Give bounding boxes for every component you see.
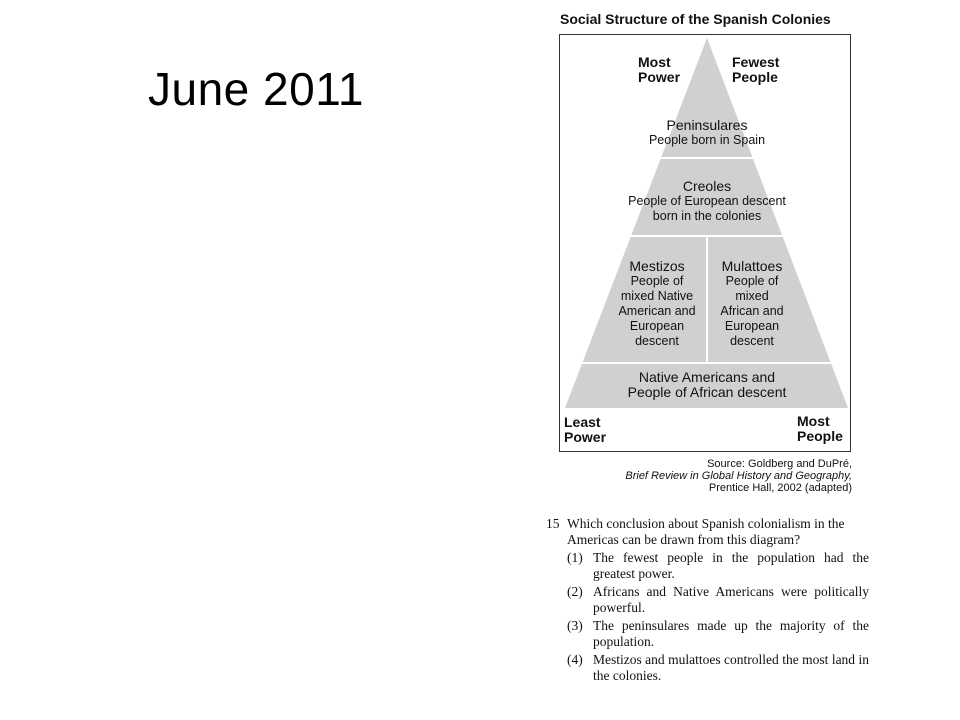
- diagram-title: Social Structure of the Spanish Colonies: [560, 11, 831, 27]
- level-creoles: Creoles People of European descent born in the colonies: [628, 178, 786, 223]
- question-number: 15: [546, 516, 560, 531]
- question-block: [546, 516, 869, 684]
- fewest-people-label: Fewest People: [732, 54, 780, 85]
- answer-option[interactable]: (1) The fewest people in the population had the greatest power.: [567, 550, 869, 581]
- answer-option[interactable]: (2) Africans and Native Americans were politically powerful.: [567, 584, 869, 615]
- level-mestizos: Mestizos People of mixed Native American and European descent: [618, 258, 696, 348]
- slide-title: June 2011: [148, 63, 364, 115]
- most-power-label: Most Power: [638, 54, 681, 85]
- level-native-americans: Native Americans and People of African descent: [627, 369, 787, 400]
- level-mulattoes: Mulattoes People of mixed African and European descent: [720, 258, 784, 348]
- answer-option[interactable]: (3) The peninsulares made up the majority of the population.: [567, 618, 869, 649]
- question-text: Which conclusion about Spanish colonialism in the Americas can be drawn from this diagram?: [567, 516, 845, 547]
- answer-option[interactable]: (4) Mestizos and mulattoes controlled the most land in the colonies.: [567, 652, 869, 683]
- least-power-label: Least Power: [564, 414, 607, 445]
- level-peninsulares: Peninsulares People born in Spain: [648, 117, 766, 147]
- diagram-source: Source: Goldberg and DuPré, Brief Review in Global History and Geography, Prentice Hall, 2002 (adapted): [625, 458, 852, 494]
- most-people-label: Most People: [797, 413, 843, 444]
- question-stem: [546, 516, 869, 548]
